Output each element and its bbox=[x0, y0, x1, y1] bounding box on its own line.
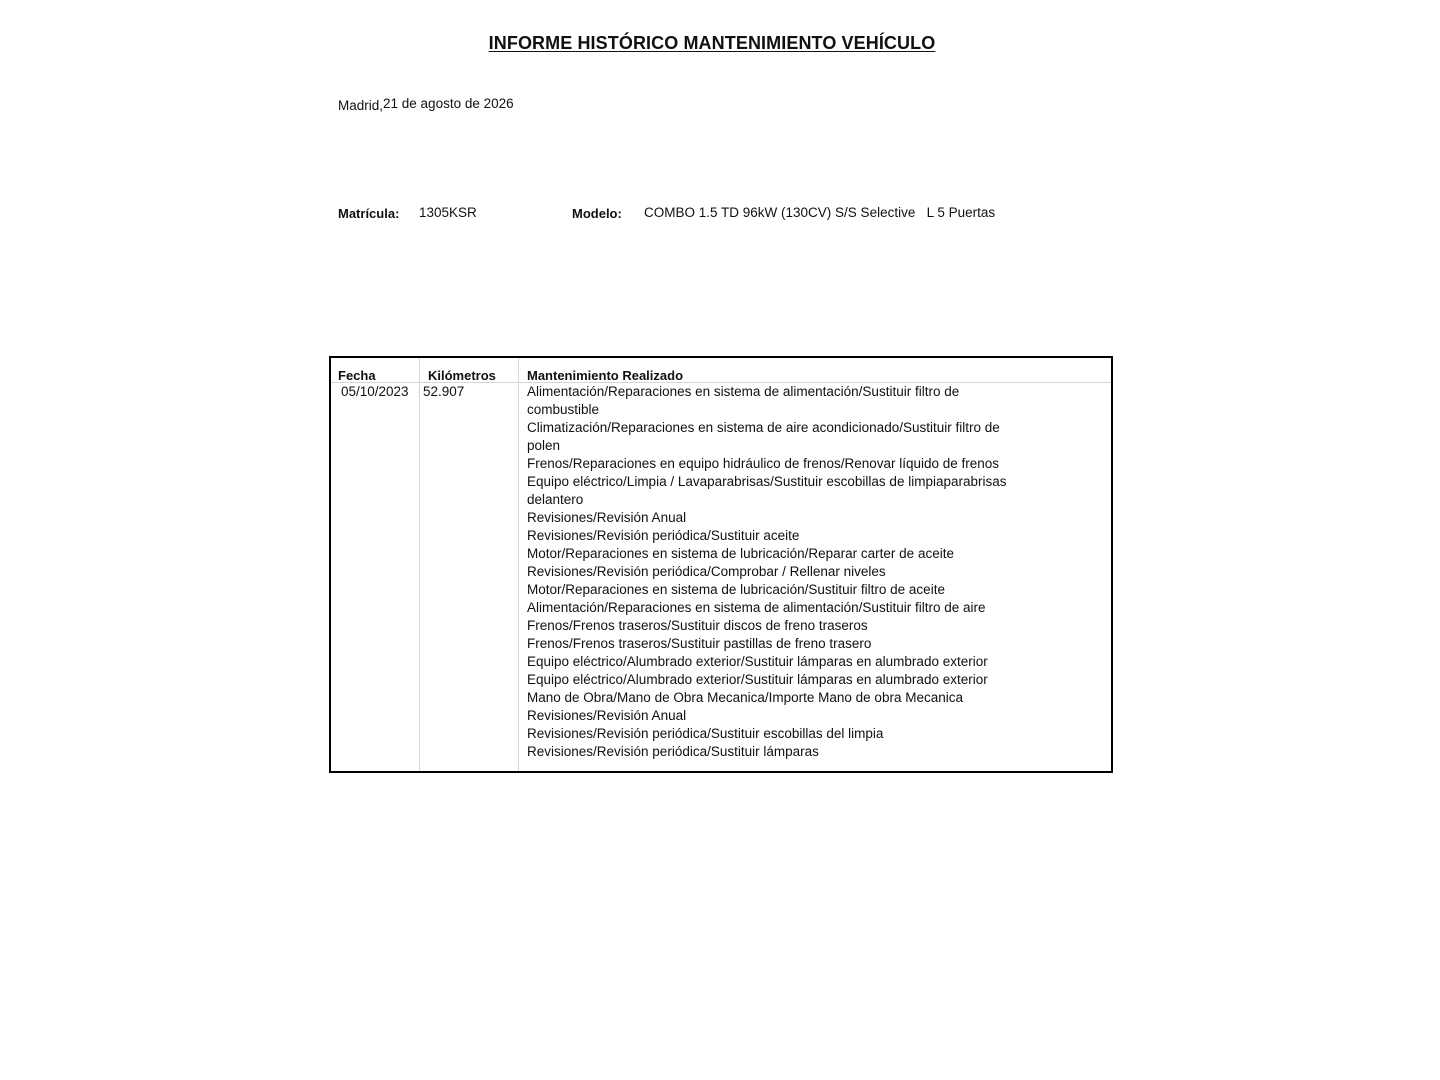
maintenance-item: Revisiones/Revisión Anual bbox=[527, 510, 687, 525]
maintenance-item: Revisiones/Revisión periódica/Comprobar / Rellenar niveles bbox=[527, 564, 886, 579]
model-value: COMBO 1.5 TD 96kW (130CV) S/S Selective L 5 Puertas bbox=[644, 205, 996, 220]
maintenance-item: Equipo eléctrico/Alumbrado exterior/Sustituir lámparas en alumbrado exterior bbox=[527, 654, 988, 669]
maintenance-item: Mano de Obra/Mano de Obra Mecanica/Importe Mano de obra Mecanica bbox=[527, 690, 963, 705]
maintenance-item: Motor/Reparaciones en sistema de lubricación/Reparar carter de aceite bbox=[527, 546, 954, 561]
maintenance-item: Frenos/Frenos traseros/Sustituir pastillas de freno trasero bbox=[527, 636, 872, 651]
maintenance-item: Alimentación/Reparaciones en sistema de alimentación/Sustituir filtro de aire bbox=[527, 600, 986, 615]
maintenance-item: Revisiones/Revisión periódica/Sustituir escobillas del limpia bbox=[527, 726, 884, 741]
header-km: Kilómetros bbox=[428, 368, 496, 383]
maintenance-item: Equipo eléctrico/Limpia / Lavaparabrisas/Sustituir escobillas de limpiaparabrisas delantero bbox=[527, 474, 1007, 507]
maintenance-item: Frenos/Frenos traseros/Sustituir discos de freno traseros bbox=[527, 618, 868, 633]
maintenance-table bbox=[329, 356, 1113, 773]
plate-value: 1305KSR bbox=[419, 205, 477, 220]
maintenance-item: Frenos/Reparaciones en equipo hidráulico de frenos/Renovar líquido de frenos bbox=[527, 456, 1000, 471]
column-divider bbox=[518, 358, 519, 771]
header-maintenance: Mantenimiento Realizado bbox=[527, 368, 684, 383]
header-date: Fecha bbox=[338, 368, 376, 383]
model-label: Modelo: bbox=[572, 206, 622, 221]
row-date: 05/10/2023 bbox=[341, 384, 409, 399]
place: Madrid, bbox=[338, 98, 384, 113]
maintenance-item: Climatización/Reparaciones en sistema de aire acondicionado/Sustituir filtro de polen bbox=[527, 420, 1000, 453]
row-km: 52.907 bbox=[423, 384, 465, 399]
maintenance-item: Equipo eléctrico/Alumbrado exterior/Sustituir lámparas en alumbrado exterior bbox=[527, 672, 988, 687]
maintenance-item: Motor/Reparaciones en sistema de lubricación/Sustituir filtro de aceite bbox=[527, 582, 945, 597]
report-title: INFORME HISTÓRICO MANTENIMIENTO VEHÍCULO bbox=[488, 33, 936, 53]
maintenance-item: Revisiones/Revisión periódica/Sustituir lámparas bbox=[527, 744, 819, 759]
place-date bbox=[338, 96, 514, 111]
maintenance-item: Revisiones/Revisión Anual bbox=[527, 708, 687, 723]
plate-label: Matrícula: bbox=[338, 206, 400, 221]
column-divider bbox=[419, 358, 420, 771]
maintenance-item: Alimentación/Reparaciones en sistema de alimentación/Sustituir filtro de combustible bbox=[527, 384, 960, 417]
maintenance-list bbox=[527, 383, 1013, 761]
report-date: 21 de agosto de 2026 bbox=[383, 96, 514, 111]
maintenance-item: Revisiones/Revisión periódica/Sustituir aceite bbox=[527, 528, 800, 543]
